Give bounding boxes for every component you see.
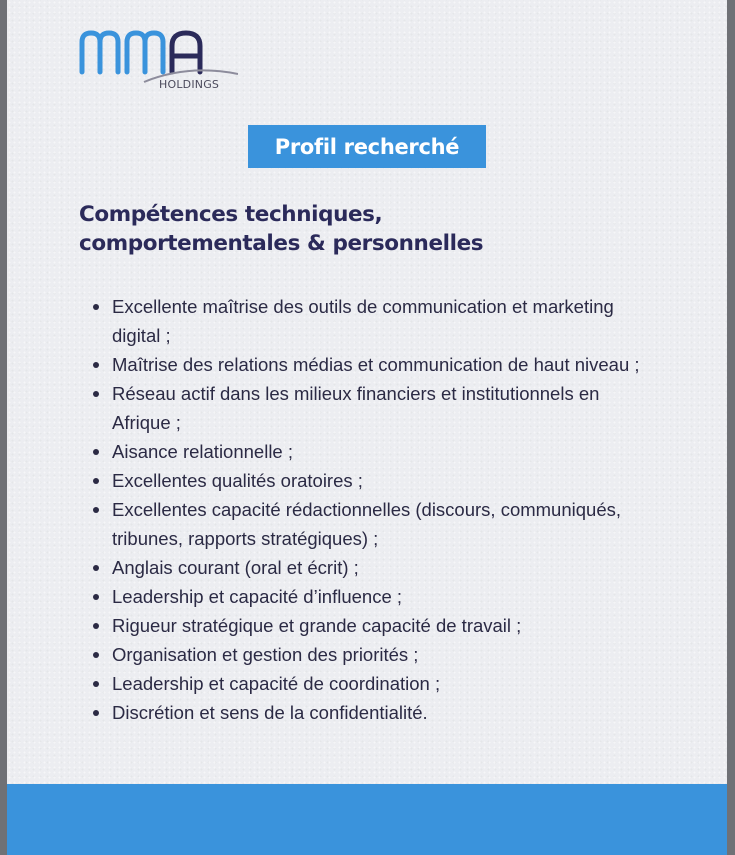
document-page — [7, 0, 727, 855]
list-item: Aisance relationnelle ; — [89, 437, 659, 466]
list-item: Discrétion et sens de la confidentialité. — [89, 698, 659, 727]
heading-line-1: Compétences techniques, — [79, 202, 383, 227]
footer-band — [7, 784, 727, 855]
list-item: Leadership et capacité de coordination ; — [89, 669, 659, 698]
heading-line-2: comportementales & personnelles — [79, 231, 484, 256]
logo-caption: HOLDINGS — [159, 78, 220, 91]
list-item: Anglais courant (oral et écrit) ; — [89, 553, 659, 582]
section-heading — [79, 200, 639, 258]
list-item: Excellentes capacité rédactionnelles (discours, communiqués, tribunes, rapports stratégiques) ; — [89, 495, 659, 553]
list-item: Maîtrise des relations médias et communication de haut niveau ; — [89, 350, 659, 379]
list-item: Rigueur stratégique et grande capacité de travail ; — [89, 611, 659, 640]
list-item: Organisation et gestion des priorités ; — [89, 640, 659, 669]
skills-list — [89, 292, 659, 727]
list-item: Réseau actif dans les milieux financiers et institutionnels en Afrique ; — [89, 379, 659, 437]
section-banner: Profil recherché — [248, 125, 486, 168]
list-item: Excellentes qualités oratoires ; — [89, 466, 659, 495]
list-item: Leadership et capacité d’influence ; — [89, 582, 659, 611]
list-item: Excellente maîtrise des outils de communication et marketing digital ; — [89, 292, 659, 350]
